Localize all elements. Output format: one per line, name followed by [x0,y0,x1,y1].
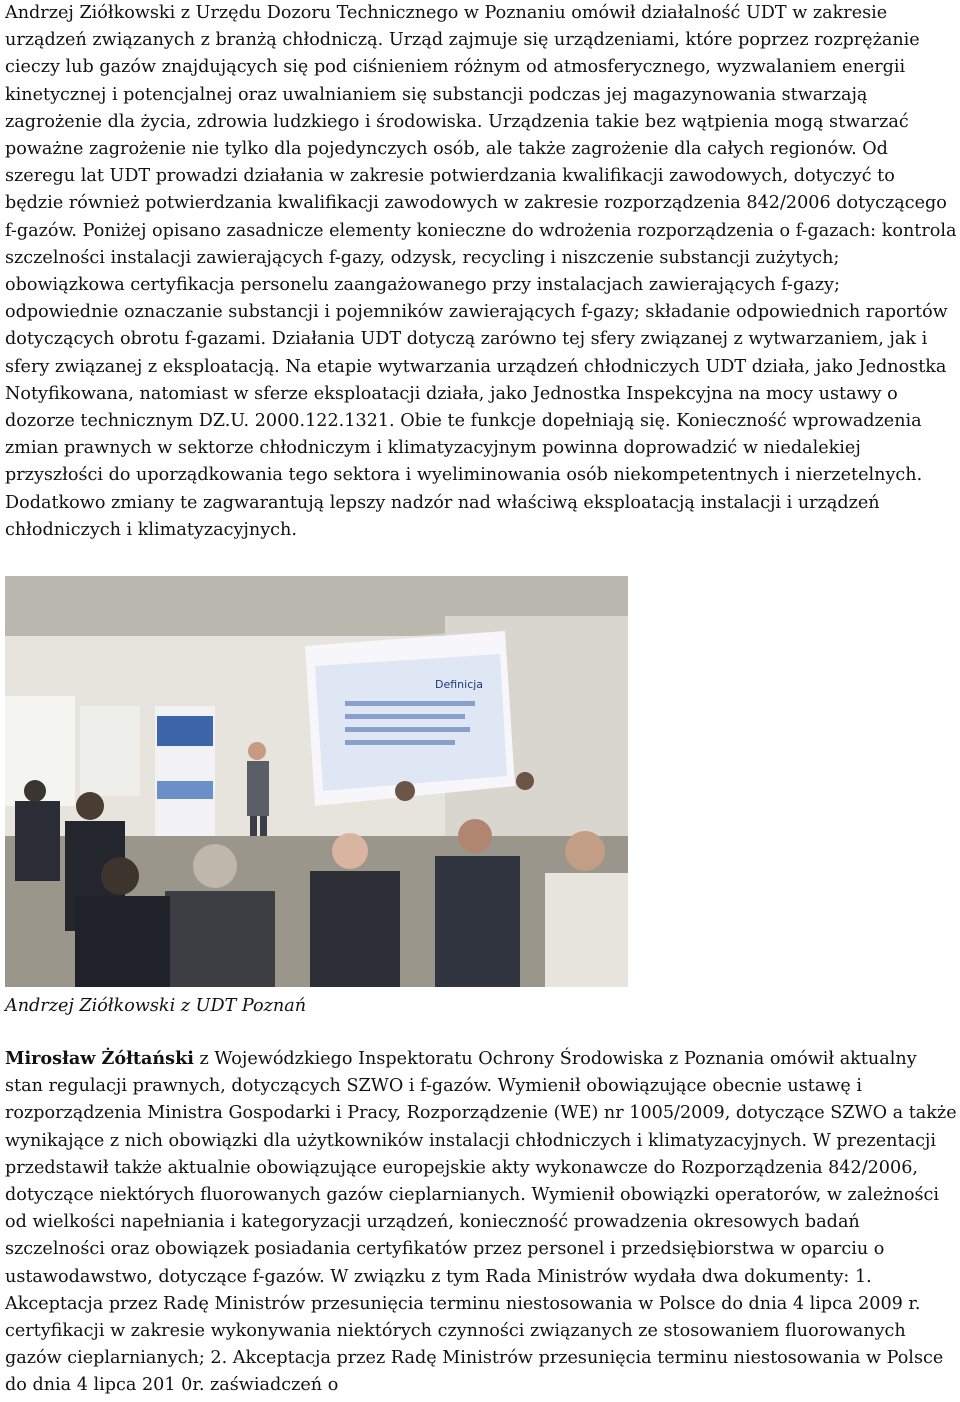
slide-title: Definicja [435,678,484,691]
paragraph-wios-text: z Wojewódzkiego Inspektoratu Ochrony Środowiska z Poznania omówił aktualny stan regulacji prawnych, dotyczących SZWO i f-gazów. Wymienił obowiązujące obecnie ustawę i rozporządzenia Ministra Gospodarki i Pracy, Rozporządzenie (WE) nr 1005/2009, dotyczące SZWO a także wynikające z nich obowiązki dla użytkowników instalacji chłodniczych i klimatyzacyjnych. W prezentacji przedstawił także aktualnie obowiązujące europejskie akty wykonawcze do Rozporządzenia 842/2006, dotyczące niektórych fluorowanych gazów cieplarnianych. Wymienił obowiązki operatorów, w zależności od wielkości napełniania i kategoryzacji urządzeń, konieczność prowadzenia okresowych badań szczelności oraz obowiązek posiadania certyfikatów przez personel i przedsiębiorstwa w oparciu o ustawodawstwo, dotyczące f-gazów. W związku z tym Rada Ministrów wydała dwa dokumenty: 1. Akceptacja przez Radę Ministrów przesunięcia terminu niestosowania w Polsce do dnia 4 lipca 2009 r. certyfikacji w zakresie wykonywania niektórych czynności związanych ze stosowaniem fluorowanych gazów cieplarnianych; 2. Akceptacja przez Radę Ministrów przesunięcia terminu niestosowania w Polsce do dnia 4 lipca 201 0r. zaświadczeń o [5,1049,957,1396]
conference-photo-illustration [5,576,628,987]
article-body [5,0,957,544]
photo-caption: Andrzej Ziółkowski z UDT Poznań [5,996,307,1016]
paragraph-udt: Andrzej Ziółkowski z Urzędu Dozoru Technicznego w Poznaniu omówił działalność UDT w zakresie urządzeń związanych z branżą chłodniczą. Urząd zajmuje się urządzeniami, które poprzez rozprężanie cieczy lub gazów znajdujących się pod ciśnieniem różnym od atmosferycznego, wyzwalaniem energii kinetycznej i potencjalnej oraz uwalnianiem się substancji podczas jej magazynowania stwarzają zagrożenie dla życia, zdrowia ludzkiego i środowiska. Urządzenia takie bez wątpienia mogą stwarzać poważne zagrożenie nie tylko dla pojedynczych osób, ale także zagrożenie dla całych regionów. Od szeregu lat UDT prowadzi działania w zakresie potwierdzania kwalifikacji zawodowych, dotyczyć to będzie również potwierdzania kwalifikacji zawodowych w zakresie rozporządzenia 842/2006 dotyczącego f-gazów. Poniżej opisano zasadnicze elementy konieczne do wdrożenia rozporządzenia o f-gazach: kontrola szczelności instalacji zawierających f-gazy, odzysk, recycling i niszczenie substancji zużytych; obowiązkowa certyfikacja personelu zaangażowanego przy instalacjach zawierających f-gazy; odpowiednie oznaczanie substancji i pojemników zawierających f-gazy; składanie odpowiednich raportów dotyczących obrotu f-gazami. Działania UDT dotyczą zarówno tej sfery związanej z wytwarzaniem, jak i sfery związanej z eksploatacją. Na etapie wytwarzania urządzeń chłodniczych UDT działa, jako Jednostka Notyfikowana, natomiast w sferze eksploatacji działa, jako Jednostka Inspekcyjna na mocy ustawy o dozorze technicznym DZ.U. 2000.122.1321. Obie te funkcje dopełniają się. Konieczność wprowadzenia zmian prawnych w sektorze chłodniczym i klimatyzacyjnym powinna doprowadzić w niedalekiej przyszłości do uporządkowania tego sektora i wyeliminowania osób niekompetentnych i nierzetelnych. Dodatkowo zmiany te zagwarantują lepszy nadzór nad właściwą eksploatacją instalacji i urządzeń chłodniczych i klimatyzacyjnych. [5,3,957,540]
paragraph-wios [5,1045,957,1400]
speaker-name: Mirosław Żółtański [5,1048,194,1069]
conference-photo [5,576,628,987]
